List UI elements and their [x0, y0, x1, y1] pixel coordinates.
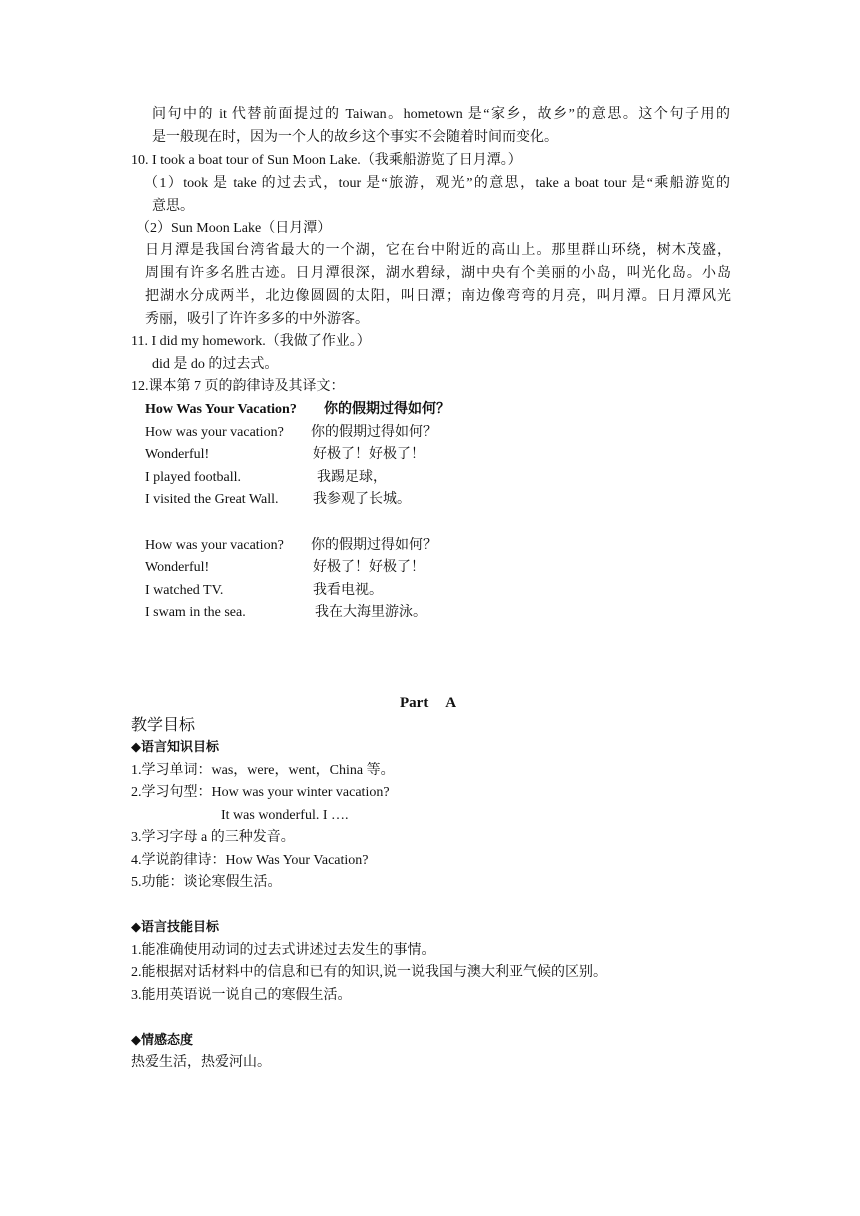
- poem-line-zh: 我看电视。: [313, 583, 383, 598]
- poem-line-zh: 我踢足球，: [317, 470, 387, 485]
- poem-line-zh: 我参观了长城。: [313, 492, 411, 507]
- goal1-item: 5.功能：谈论寒假生活。: [131, 875, 282, 890]
- poem-line-zh: 好极了！好极了！: [313, 560, 425, 575]
- item10-note2-line3: 把湖水分成两半，北边像圆圆的太阳，叫日潭；南边像弯弯的月亮，叫月潭。日月潭风光: [145, 289, 731, 304]
- section-title: 教学目标: [131, 717, 196, 734]
- goal2-item: 3.能用英语说一说自己的寒假生活。: [131, 988, 352, 1003]
- item10-heading: 10. I took a boat tour of Sun Moon Lake.（我乘船游览了日月潭。）: [131, 153, 522, 168]
- goal2-item: 1.能准确使用动词的过去式讲述过去发生的事情。: [131, 943, 436, 958]
- poem-line-en: I watched TV.: [145, 583, 224, 598]
- goal1-item: It was wonderful. I ….: [221, 808, 349, 823]
- poem-line-zh: 好极了！好极了！: [313, 447, 425, 462]
- poem-line-zh: 我在大海里游泳。: [315, 605, 427, 620]
- goal2-heading: ◆语言技能目标: [131, 920, 219, 935]
- item10-note2-line4: 秀丽，吸引了许许多多的中外游客。: [145, 312, 369, 327]
- item10-note2-heading: （2）Sun Moon Lake（日月潭）: [136, 221, 332, 236]
- poem-line-en: How was your vacation?: [145, 425, 284, 440]
- goal1-heading: ◆语言知识目标: [131, 740, 219, 755]
- item10-note1-line1: （1）took 是 take 的过去式，tour 是“旅游，观光”的意思，take a boat tour 是“乘船游览的: [144, 176, 730, 191]
- poem-line-en: I swam in the sea.: [145, 605, 246, 620]
- goal1-item: 2.学习句型：How was your winter vacation?: [131, 785, 390, 800]
- item10-note1-line2: 意思。: [152, 199, 194, 214]
- goal1-item: 3.学习字母 a 的三种发音。: [131, 830, 295, 845]
- item12-heading: 12.课本第 7 页的韵律诗及其译文：: [131, 379, 345, 394]
- goal3-heading: ◆情感态度: [131, 1033, 193, 1048]
- poem-line-zh: 你的假期过得如何？: [311, 538, 437, 553]
- item10-note2-line2: 周围有许多名胜古迹。日月潭很深，湖水碧绿，湖中央有个美丽的小岛，叫光化岛。小岛: [145, 266, 731, 281]
- poem-title-en: How Was Your Vacation?: [145, 402, 297, 417]
- poem-line-en: I played football.: [145, 470, 242, 485]
- item10-note2-line1: 日月潭是我国台湾省最大的一个湖，它在台中附近的高山上。那里群山环绕，树木茂盛，: [145, 243, 731, 258]
- goal3-text: 热爱生活，热爱河山。: [131, 1055, 271, 1070]
- poem-line-en: Wonderful!: [145, 560, 210, 575]
- part-a-title: Part A: [400, 695, 457, 711]
- item9-explain-line1: 问句中的 it 代替前面提过的 Taiwan。hometown 是“家乡，故乡”的意思。这个句子用的: [152, 107, 730, 122]
- poem-line-en: How was your vacation?: [145, 538, 284, 553]
- poem-line-zh: 你的假期过得如何？: [311, 425, 437, 440]
- poem-title-zh: 你的假期过得如何？: [324, 402, 450, 417]
- goal1-item: 1.学习单词：was，were，went，China 等。: [131, 763, 395, 778]
- goal2-item: 2.能根据对话材料中的信息和已有的知识,说一说我国与澳大利亚气候的区别。: [131, 965, 607, 980]
- item9-explain-line2: 是一般现在时，因为一个人的故乡这个事实不会随着时间而变化。: [152, 130, 558, 145]
- item11-heading: 11. I did my homework.（我做了作业。）: [131, 334, 371, 349]
- goal1-item: 4.学说韵律诗：How Was Your Vacation?: [131, 853, 369, 868]
- item11-note: did 是 do 的过去式。: [152, 357, 279, 372]
- poem-line-en: Wonderful!: [145, 447, 210, 462]
- poem-line-en: I visited the Great Wall.: [145, 492, 279, 507]
